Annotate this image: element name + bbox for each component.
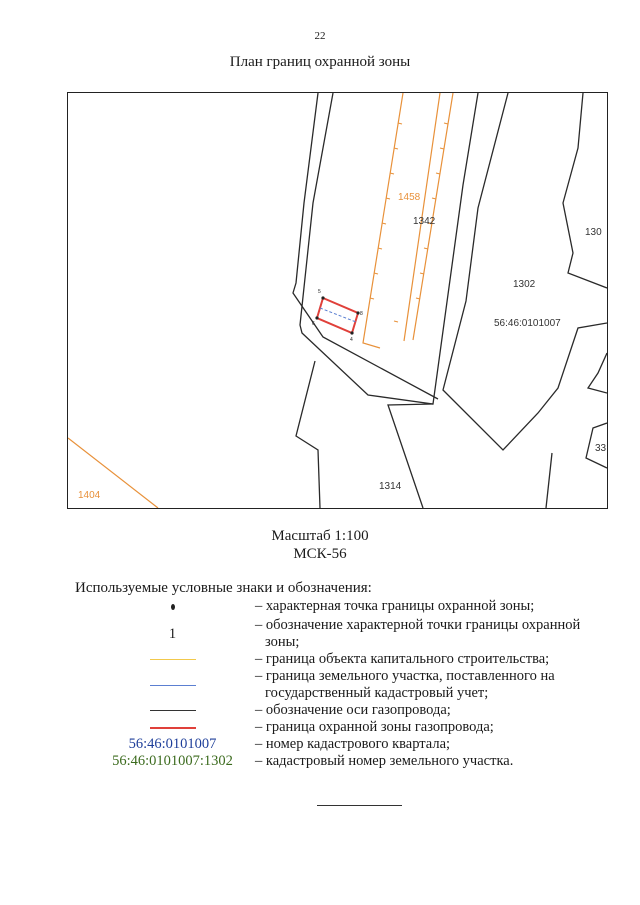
- protection-zone-symbol: [150, 727, 196, 729]
- parcel-boundary-right: [443, 93, 607, 450]
- parcel-boundary-left-strip: [293, 93, 438, 399]
- parcel-label-1404: 1404: [78, 490, 101, 501]
- footer-rule: [317, 805, 402, 806]
- point-label: 4: [350, 337, 353, 343]
- construction-boundary-outer: [363, 93, 403, 348]
- parcel-boundary-lower: [296, 361, 320, 508]
- land-plot-boundary-symbol: [150, 685, 196, 686]
- quarter-label: 56:46:0101007: [494, 318, 561, 329]
- page-number: 22: [314, 30, 326, 42]
- legend-row: – граница охранной зоны газопровода;: [90, 719, 620, 736]
- gas-axis-symbol: [150, 710, 196, 711]
- quarter-number-symbol: 56:46:0101007: [128, 736, 217, 752]
- legend-row: – граница земельного участка, поставленного на государственный кадастровый учет;: [90, 668, 620, 702]
- parcel-boundary-edge-small: [588, 353, 607, 393]
- coordinate-system: МСК-56: [293, 546, 347, 562]
- page-title: План границ охранной зоны: [229, 54, 411, 70]
- legend-row: – обозначение оси газопровода;: [90, 702, 620, 719]
- protection-zone-boundary: [317, 298, 358, 333]
- scale-block: [0, 527, 640, 563]
- parcel-boundary-lower-right: [388, 404, 433, 508]
- parcel-boundary-bottom-right: [546, 453, 552, 508]
- parcel-label-1302: 1302: [513, 279, 536, 290]
- scale-text: Масштаб 1:100: [271, 528, 369, 544]
- legend-row: – граница объекта капитального строительства;: [90, 651, 620, 668]
- parcel-label-33: 33: [595, 443, 607, 454]
- legend-heading: Используемые условные знаки и обозначения:: [75, 580, 372, 596]
- characteristic-point-symbol: [171, 604, 175, 610]
- legend-row: 56:46:0101007 – номер кадастрового квартала;: [128, 736, 451, 752]
- parcel-label-1458: 1458: [398, 192, 421, 203]
- point-label: 5: [318, 289, 321, 295]
- parcel-boundary-top-right: [563, 93, 607, 288]
- point-label: 8: [360, 311, 363, 317]
- point-number-symbol: 1: [168, 625, 177, 642]
- legend-row: 1 – обозначение характерной точки границы охранной зоны;: [168, 617, 581, 650]
- legend-row: 56:46:0101007:1302 – кадастровый номер земельного участка.: [112, 753, 514, 769]
- legend: [90, 598, 620, 770]
- parcel-label-130: 130: [585, 227, 602, 238]
- point-label: 6: [312, 321, 315, 327]
- parcel-label-1314: 1314: [379, 481, 402, 492]
- construction-boundary-symbol: [150, 659, 196, 660]
- boundary-map: [67, 92, 608, 509]
- parcel-label-1342: 1342: [413, 216, 436, 227]
- cadastral-number-symbol: 56:46:0101007:1302: [112, 753, 233, 769]
- legend-row: – характерная точка границы охранной зоны;: [90, 598, 620, 615]
